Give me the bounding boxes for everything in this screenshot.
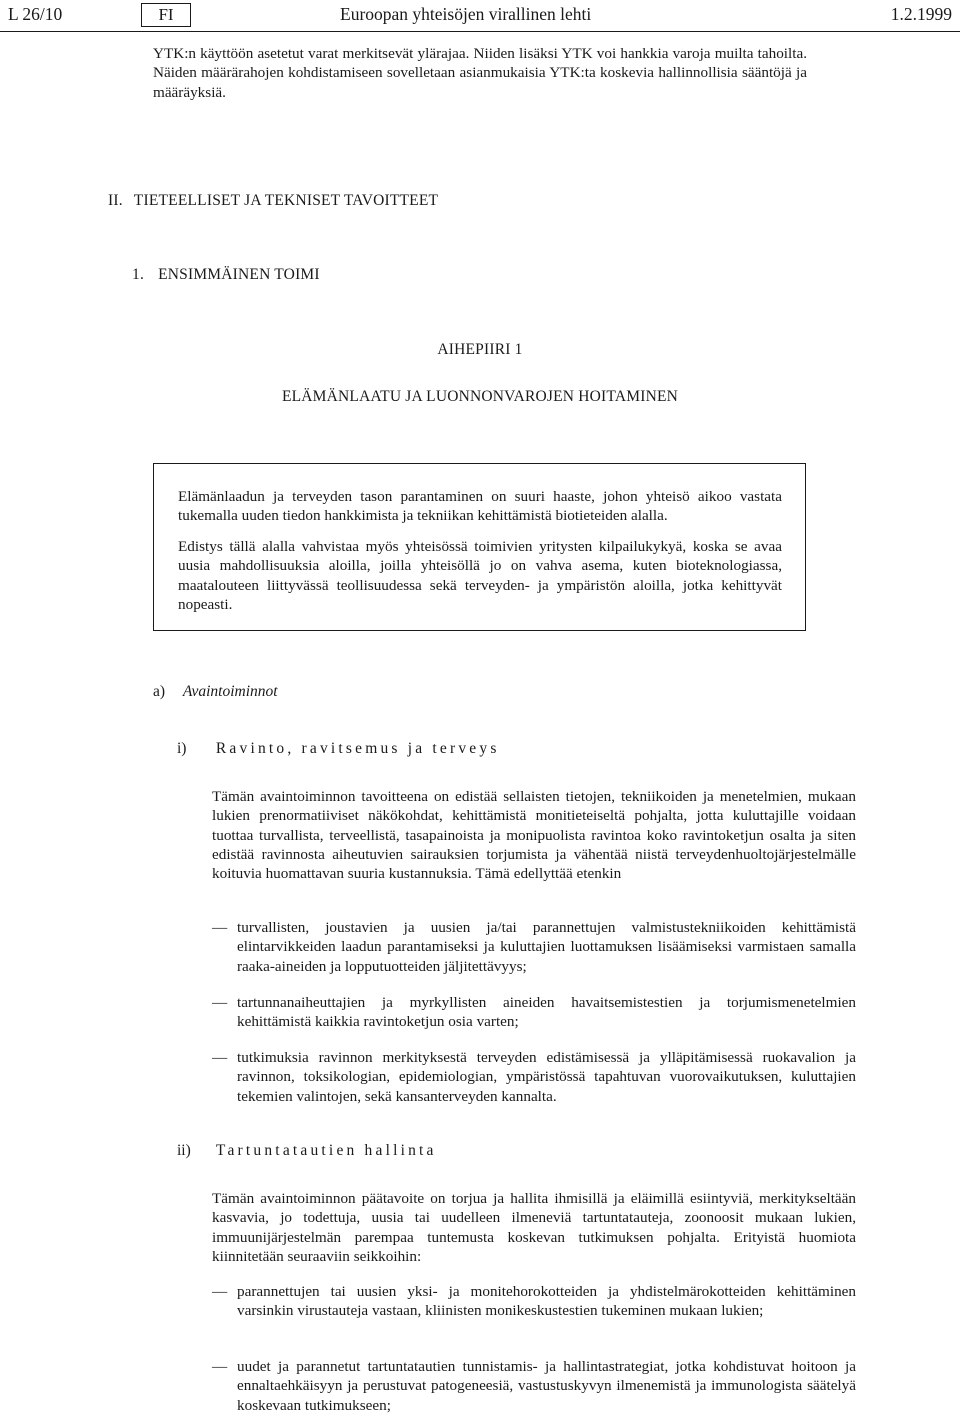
first-action-number: 1. — [132, 266, 145, 283]
bullet-text: parannettujen tai uusien yksi- ja monitehorokotteiden ja yhdistelmärokotteiden kehittäminen varsinkin virustauteja vastaan, kliinisten monikeskustestien tukeminen mukaan lukien; — [237, 1283, 856, 1320]
subsection-a-heading — [153, 683, 278, 701]
item-ii-paragraph: Tämän avaintoiminnon päätavoite on torjua ja hallita ihmisillä ja eläimillä esiintyviä, merkitykseltään kasvavia, jo todettuja, uusia tai uudelleen ilmeneviä tartuntatauteja, zoonoosit mukaan lukien, immuunijärjestelmän parempaa tuntemusta koskevan tutkimuksen pohjalta. Erityistä huomiota kiinnitetään seuraaviin seikkoihin: — [212, 1190, 856, 1265]
summary-paragraph-1: Elämänlaadun ja terveyden tason parantaminen on suuri haaste, johon yhteisö aikoo vastata tukemalla uuden tiedon hankkimista ja tekniikan kehittämistä biotieteiden alalla. — [178, 488, 782, 525]
item-i-bullet-1 — [212, 918, 856, 976]
dash-marker: — — [212, 1358, 228, 1375]
bullet-text: uudet ja parannetut tartuntatautien tunnistamis- ja hallintastrategiat, jotka kohdistuvat hoitoon ja ennaltaehkäisyyn ja perustuvat patogeneesiä, vastustuskyvyn ilmenemistä ja immunologista säätelyä koskevaan tutkimukseen; — [237, 1358, 856, 1414]
item-i-bullet-3 — [212, 1048, 856, 1106]
theme-label: AIHEPIIRI 1 — [437, 341, 523, 358]
summary-box — [153, 463, 806, 631]
item-i-label: i) — [177, 740, 187, 757]
summary-paragraph-2: Edistys tällä alalla vahvistaa myös yhteisössä toimivien yritysten kilpailukykyä, koska se avaa uusia mahdollisuuksia aloilla, joilla yhteisöllä jo on vahva asema, kuten bioteknologiassa, maatalouteen liittyvässä teollisuudessa sekä terveyden- ja ympäristön aloilla, jotka kehittyvät nopeasti. — [178, 538, 782, 613]
subsection-a-title: Avaintoiminnot — [182, 683, 278, 700]
dash-marker: — — [212, 1049, 228, 1066]
subsection-a-label: a) — [153, 683, 166, 700]
bullet-text: tutkimuksia ravinnon merkityksestä terveyden edistämisessä ja ylläpitämisessä ruokavalion ja ravinnon, toksikologian, epidemiologian, ympäristössä tapahtuvan vuorovaikutuksen, kuluttajien tekemien valintojen, sekä kansanterveyden kannalta. — [237, 1049, 856, 1105]
item-ii-bullet-2 — [212, 1357, 856, 1415]
journal-title: Euroopan yhteisöjen virallinen lehti — [340, 4, 592, 24]
theme-title: ELÄMÄNLAATU JA LUONNONVAROJEN HOITAMINEN — [281, 388, 679, 405]
bullet-text: tartunnanaiheuttajien ja myrkyllisten aineiden havaitsemistestien ja torjumismenetelmien kehittämistä kaikkia ravintoketjun osia varten; — [237, 994, 856, 1031]
intro-paragraph: YTK:n käyttöön asetetut varat merkitsevät ylärajaa. Niiden lisäksi YTK voi hankkia varoja muilta tahoilta. Näiden määrärahojen kohdistamiseen sovelletaan asianmukaisia YTK:ta koskevia hallinnollisia sääntöjä ja määräyksiä. — [153, 45, 807, 101]
dash-marker: — — [212, 994, 228, 1011]
header-rule — [0, 31, 960, 32]
publication-date: 1.2.1999 — [890, 4, 952, 24]
section-heading — [108, 192, 438, 210]
item-ii-bullet-1 — [212, 1282, 856, 1321]
item-ii-title: Tartuntatautien hallinta — [215, 1142, 437, 1159]
item-ii-heading — [177, 1142, 437, 1160]
item-i-bullet-2 — [212, 993, 856, 1032]
section-number: II. — [108, 192, 123, 209]
item-i-paragraph: Tämän avaintoiminnon tavoitteena on edistää sellaisten tietojen, tekniikoiden ja menetelmien, mukaan lukien prenormatiiviset näkökohdat, kehittämistä monitieteiseltä pohjalta, jotta kuluttajille voidaan tuottaa turvallista, terveellistä, tasapainoista ja monipuolista ravintoa koko ravintoketjun osalta ja siten edistää ravinnosta aiheutuvien sairauksien torjumista ja vähentää niistä terveydenhuoltojärjestelmälle koituvia huomattavan suuria kustannuksia. Tämä edellyttää etenkin — [212, 788, 856, 883]
item-i-title: Ravinto, ravitsemus ja terveys — [215, 740, 500, 757]
first-action-heading — [132, 266, 320, 284]
page-reference: L 26/10 — [8, 4, 63, 24]
section-title: TIETEELLISET JA TEKNISET TAVOITTEET — [133, 192, 439, 209]
first-action-title: ENSIMMÄINEN TOIMI — [158, 266, 320, 283]
item-i-heading — [177, 740, 500, 758]
dash-marker: — — [212, 919, 228, 936]
language-code-box: FI — [141, 3, 191, 27]
dash-marker: — — [212, 1283, 228, 1300]
bullet-text: turvallisten, joustavien ja uusien ja/tai parannettujen valmistustekniikoiden kehittämistä elintarvikkeiden laadun parantamiseksi ja kuluttajien luottamuksen lisäämiseksi varmistaen samalla raaka-aineiden ja lopputuotteiden jäljitettävyys; — [237, 919, 856, 975]
item-ii-label: ii) — [177, 1142, 191, 1159]
